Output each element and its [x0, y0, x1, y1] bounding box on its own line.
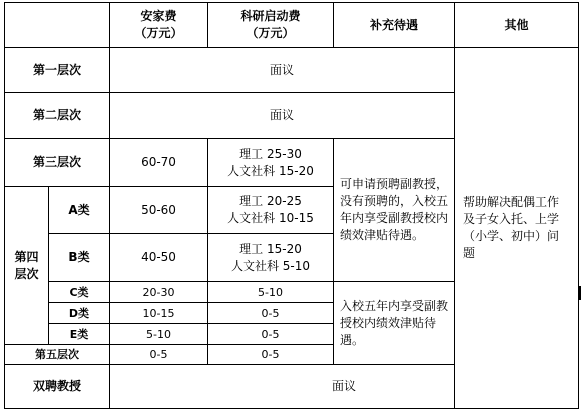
level4-e-label: E类	[49, 324, 110, 345]
other-text: 帮助解决配偶工作及子女入托、上学（小学、初中）问题	[463, 195, 560, 260]
level4-c-research: 5-10	[208, 282, 334, 303]
level4-d-label: D类	[49, 303, 110, 324]
level4-label: 第四 层次	[5, 187, 49, 345]
level3-settlement: 60-70	[110, 139, 208, 187]
header-research-startup-fee: 科研启动费 （万元）	[208, 3, 334, 48]
supplement-lower: 入校五年内享受副教授校内绩效津贴待遇。	[334, 282, 455, 365]
level2-value: 面议	[110, 93, 455, 139]
level4-d-settlement: 10-15	[110, 303, 208, 324]
level5-label: 第五层次	[5, 345, 110, 365]
level4-c-label: C类	[49, 282, 110, 303]
level4-b-research: 理工 15-20 人文社科 5-10	[208, 234, 334, 282]
level4-e-settlement: 5-10	[110, 324, 208, 345]
level1-value: 面议	[110, 48, 455, 93]
header-supplementary-benefits: 补充待遇	[334, 3, 455, 48]
level4-b-settlement: 40-50	[110, 234, 208, 282]
level4-a-research: 理工 20-25 人文社科 10-15	[208, 187, 334, 234]
header-settlement-fee: 安家费 （万元）	[110, 3, 208, 48]
level4-c-settlement: 20-30	[110, 282, 208, 303]
dual-professor-label: 双聘教授	[5, 365, 110, 409]
level2-label: 第二层次	[5, 93, 110, 139]
recruitment-table	[4, 2, 579, 409]
level4-a-label: A类	[49, 187, 110, 234]
header-other: 其他	[455, 3, 579, 48]
level1-label: 第一层次	[5, 48, 110, 93]
level4-a-settlement: 50-60	[110, 187, 208, 234]
edge-marker	[578, 286, 581, 300]
dual-professor-value: 面议	[110, 365, 579, 409]
level5-settlement: 0-5	[110, 345, 208, 365]
header-blank-cell	[5, 3, 110, 48]
level3-research: 理工 25-30 人文社科 15-20	[208, 139, 334, 187]
supplement-upper: 可申请预聘副教授，没有预聘的，入校五年内享受副教授校内绩效津贴待遇。	[334, 139, 455, 282]
level4-d-research: 0-5	[208, 303, 334, 324]
level5-research: 0-5	[208, 345, 334, 365]
level4-b-label: B类	[49, 234, 110, 282]
level4-e-research: 0-5	[208, 324, 334, 345]
other-cell	[455, 48, 579, 409]
level3-label: 第三层次	[5, 139, 110, 187]
